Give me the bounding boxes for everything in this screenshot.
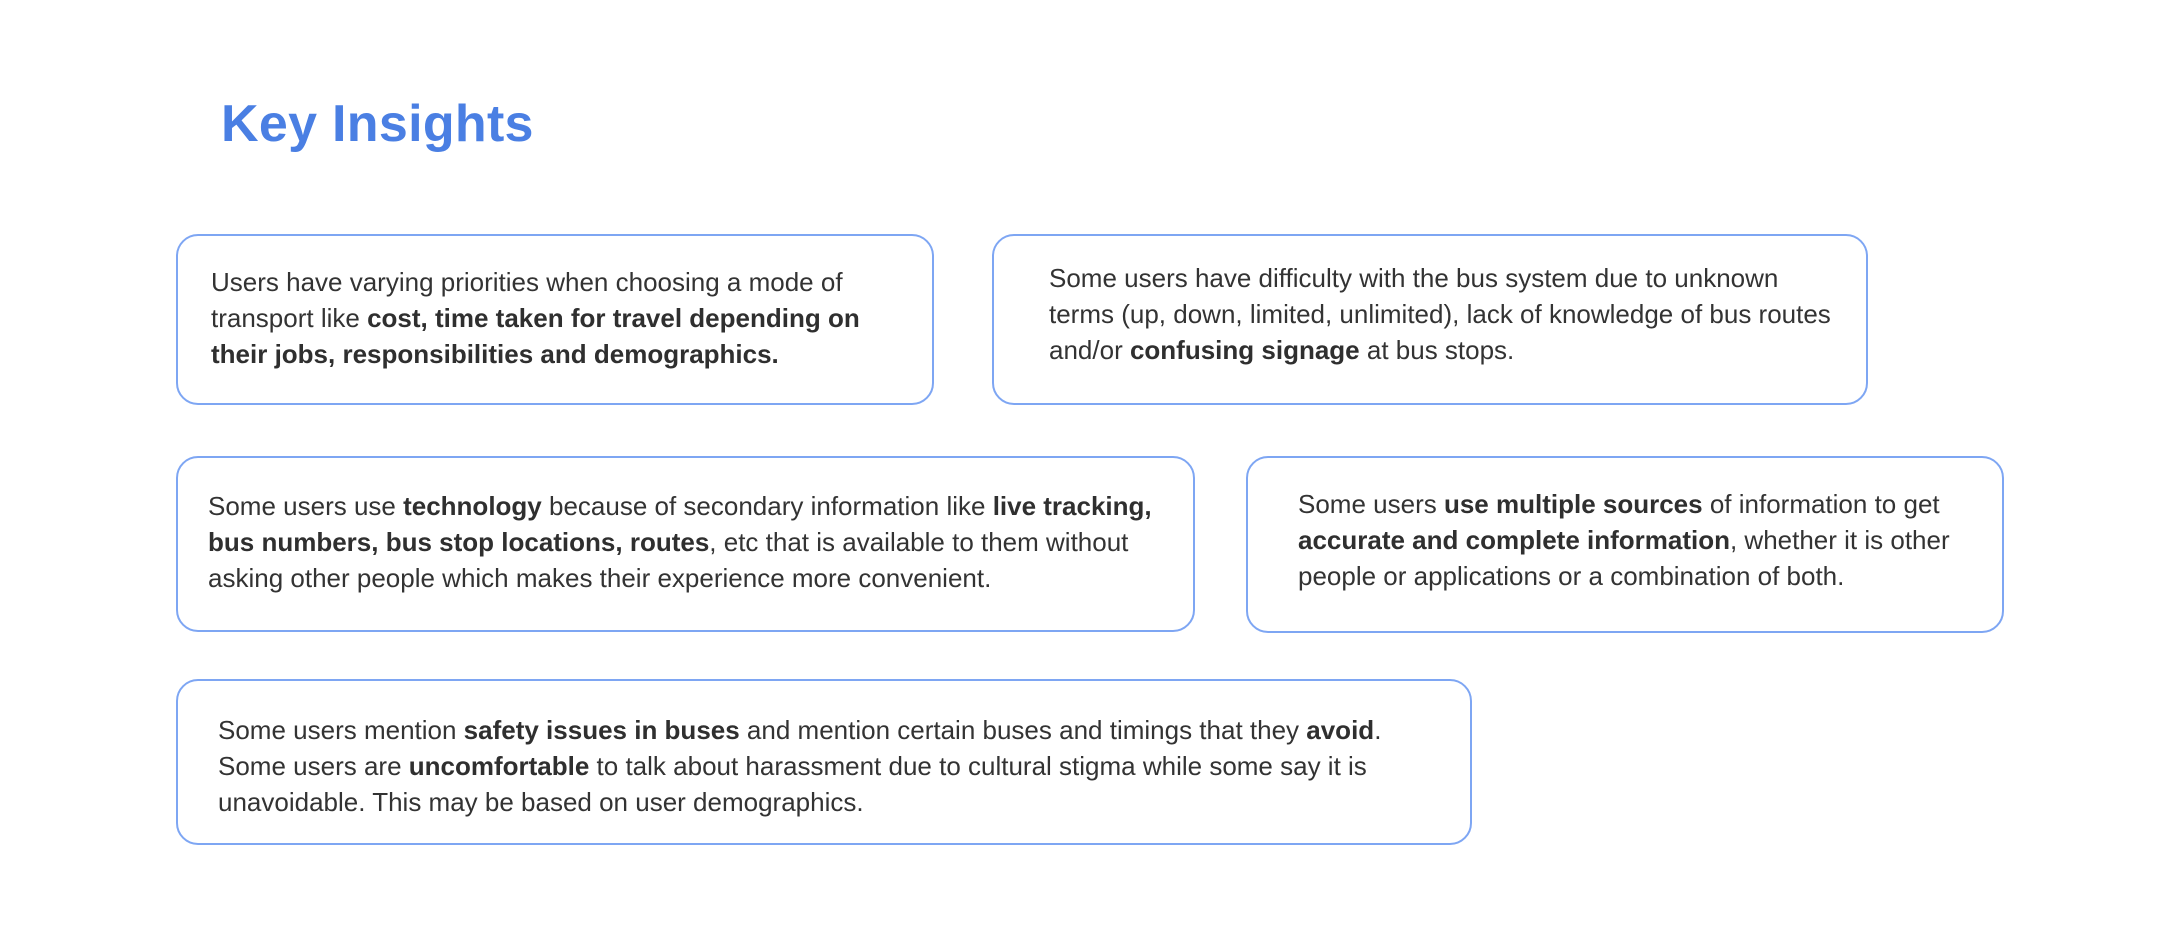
insight-segment: Some users have difficulty with the bus system due to unknown terms (up, down, limited, unlimited), lack of knowledge of bus routes and/or [1049,263,1831,365]
insight-segment: . Some users are [218,715,1382,781]
insight-text [1298,486,1982,594]
insight-card-safety-issues [176,679,1472,845]
insight-segment: Some users mention [218,715,464,745]
insight-text [218,712,1440,820]
insight-segment: at bus stops. [1359,335,1515,365]
insight-text [1049,260,1836,368]
insight-emphasis: uncomfortable [408,751,590,781]
insight-segment: Users have varying priorities when choosing a mode of transport like [211,267,843,333]
insight-emphasis: use multiple sources [1443,489,1703,519]
insight-emphasis: cost, time taken for travel depending on their jobs, responsibilities and demographics. [211,303,860,369]
page-title: Key Insights [221,95,534,153]
insight-card-transport-priorities [176,234,934,405]
insight-segment: Some users [1298,489,1444,519]
insight-emphasis: technology [403,491,542,521]
insight-segment: and mention certain buses and timings that they [739,715,1307,745]
insight-segment: because of secondary information like [541,491,993,521]
insight-emphasis: safety issues in buses [463,715,740,745]
insight-segment: Some users use [208,491,404,521]
insight-card-multiple-sources [1246,456,2004,633]
insight-text [211,264,902,372]
insight-card-technology-use [176,456,1195,632]
insight-text [208,488,1173,596]
insight-card-bus-system-difficulty [992,234,1868,405]
insight-emphasis: accurate and complete information [1298,525,1730,555]
insight-emphasis: avoid [1306,715,1375,745]
insight-segment: to talk about harassment due to cultural stigma while some say it is unavoidable. This may be based on user demographics. [218,751,1367,817]
insight-emphasis: confusing signage [1129,335,1360,365]
insight-segment: , etc that is available to them without asking other people which makes their experience more convenient. [208,527,1129,593]
insight-segment: of information to get [1702,489,1940,519]
insight-segment: , whether it is other people or applications or a combination of both. [1298,525,1950,591]
insight-emphasis: live tracking, bus numbers, bus stop locations, routes [208,491,1152,557]
